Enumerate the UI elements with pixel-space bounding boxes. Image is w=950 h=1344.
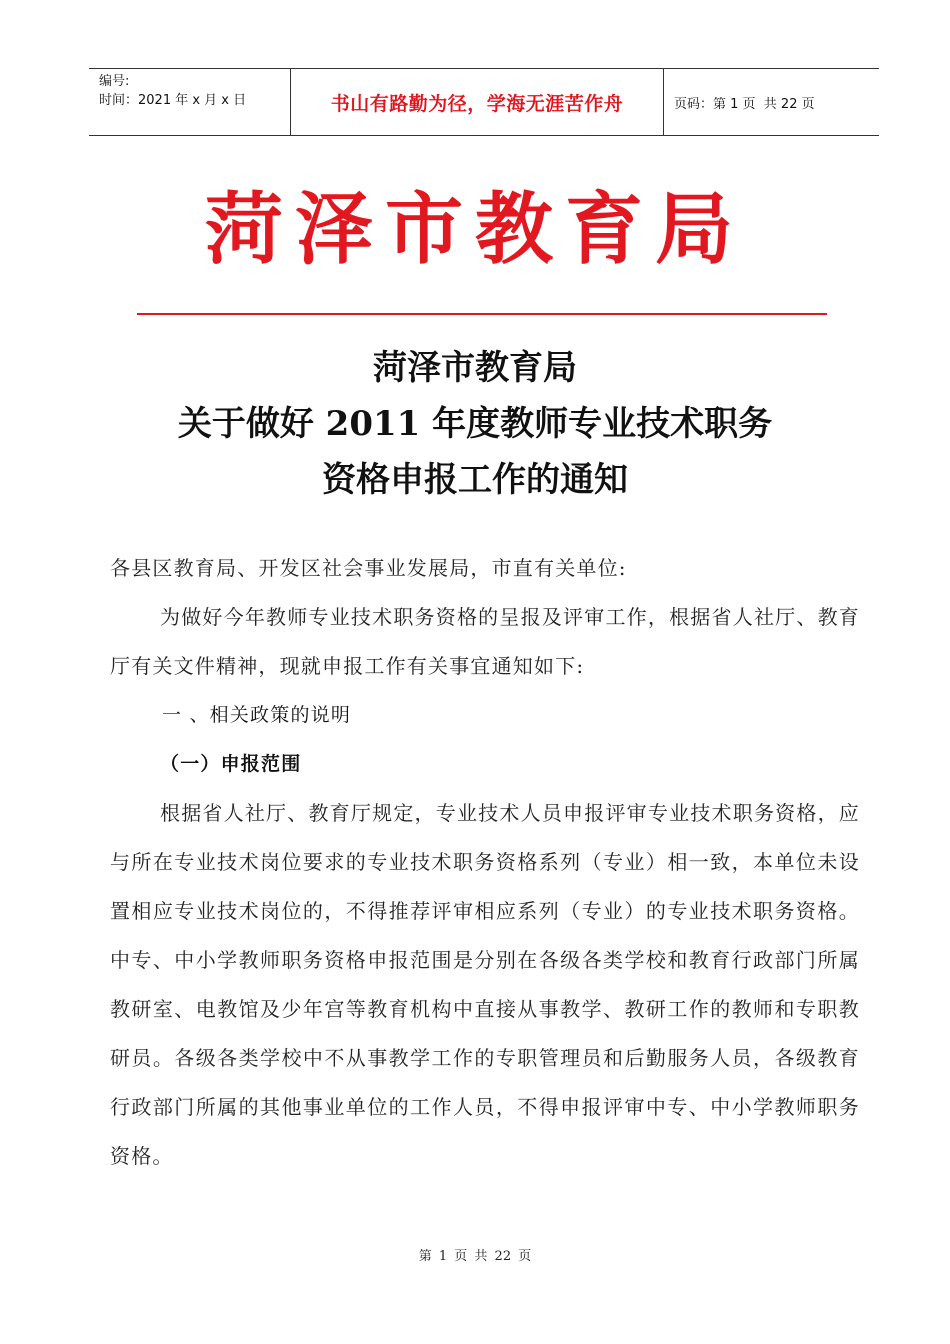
header-meta [89,69,291,135]
header-page-info [664,69,879,135]
intro-paragraph: 为做好今年教师专业技术职务资格的呈报及评审工作，根据省人社厅、教育厅有关文件精神，现就申报工作有关事宜通知如下: [110,605,860,678]
title-line-2: 关于做好 2011 年度教师专业技术职务 [177,404,773,444]
header-motto: 书山有路勤为径，学海无涯苦作舟 [291,69,664,135]
section-heading: 一 、相关政策的说明 [162,704,352,726]
notice-body [110,544,860,1181]
number-label: 编号: [99,74,130,89]
notice-title [0,340,950,508]
subsection-heading: （一）申报范围 [160,753,302,775]
title-line-1: 菏泽市教育局 [373,348,577,388]
title-line-3: 资格申报工作的通知 [322,460,628,500]
salutation: 各县区教育局、开发区社会事业发展局，市直有关单位: [110,556,627,580]
time-label: 时间：2021 年 x 月 x 日 [99,93,247,108]
scope-paragraph: 根据省人社厅、教育厅规定，专业技术人员申报评审专业技术职务资格，应与所在专业技术岗位要求的专业技术职务资格系列（专业）相一致，本单位未设置相应专业技术岗位的，不得推荐评审相应系列（专业）的专业技术职务资格。中专、中小学教师职务资格申报范围是分别在各级各类学校和教育行政部门所属教研室、电教馆及少年宫等教育机构中直接从事教学、教研工作的教师和专职教研员。各级各类学校中不从事教学工作的专职管理员和后勤服务人员，各级教育行政部门所属的其他事业单位的工作人员，不得申报评审中专、中小学教师职务资格。 [110,801,860,1168]
masthead-title: 菏泽市教育局 [204,184,745,275]
red-divider [137,313,827,315]
page-footer: 第 1 页 共 22 页 [418,1249,532,1264]
document-header [89,68,879,136]
page-info-text: 页码：第 1 页 共 22 页 [674,96,815,112]
